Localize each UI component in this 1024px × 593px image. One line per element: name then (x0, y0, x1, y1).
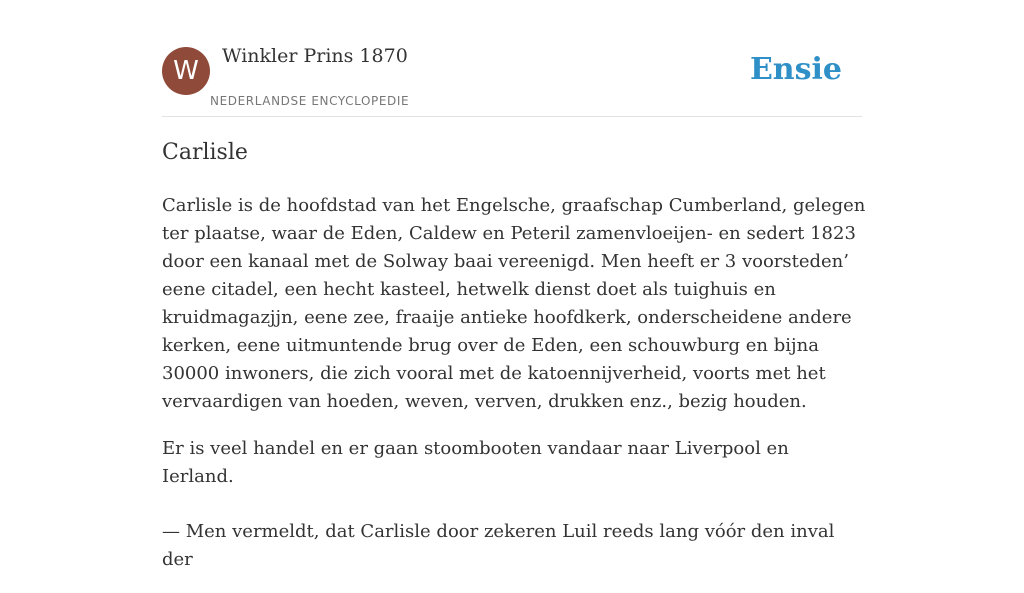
article-title: Carlisle (162, 140, 248, 165)
article-body (162, 192, 866, 593)
brand-logo-link[interactable]: Ensie (749, 52, 842, 87)
article-paragraph: Er is veel handel en er gaan stoombooten vandaar naar Liverpool en Ierland. (162, 438, 789, 487)
article-paragraph: — Men vermeldt, dat Carlisle door zekeren Luil reeds lang vóór den inval der (162, 521, 835, 570)
source-title[interactable]: Winkler Prins 1870 (222, 45, 408, 67)
header (162, 0, 862, 117)
source-subtitle: NEDERLANDSE ENCYCLOPEDIE (210, 94, 410, 108)
avatar[interactable]: W (162, 47, 210, 95)
article-paragraph: Carlisle is de hoofdstad van het Engelsche, graafschap Cumberland, gelegen ter plaatse, waar de Eden, Caldew en Peteril zamenvloeijen- en sedert 1823 door een kanaal met de Solway baai vereenigd. Men heeft er 3 voorsteden’ eene citadel, een hecht kasteel, hetwelk dienst doet als tuighuis en kruidmagazjjn, eene zee, fraaije antieke hoofdkerk, onderscheidene andere kerken, eene uitmuntende brug over de Eden, een schouwburg en bijna 30000 inwoners, die zich vooral met de katoennijverheid, voorts met het vervaardigen van hoeden, weven, verven, drukken enz., bezig houden. (162, 195, 866, 412)
page (162, 0, 866, 570)
